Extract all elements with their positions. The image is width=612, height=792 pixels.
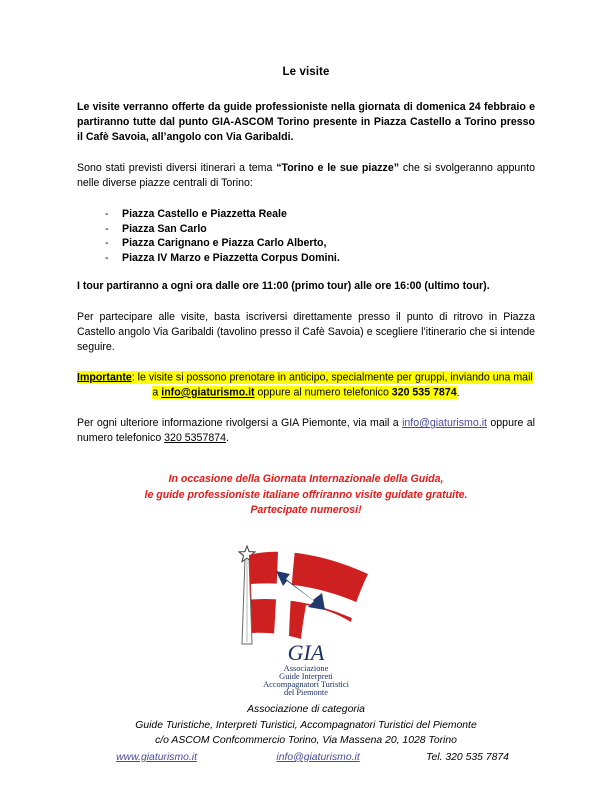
further-info-paragraph (77, 416, 535, 446)
important-line-2-pre: a (152, 386, 162, 399)
logo-subtitle-line-2: Guide Interpreti (279, 672, 333, 682)
logo-subtitle-line-3: Accompagnatori Turistici (263, 680, 349, 690)
list-item (77, 236, 535, 251)
logo-subtitle-line-1: Associazione (283, 664, 329, 674)
flag-icon (249, 550, 368, 639)
document-content (77, 0, 535, 765)
further-info-phone: 320 5357874 (164, 432, 227, 445)
important-phone: 320 535 7874 (391, 386, 457, 399)
logo-acronym: GIA (287, 640, 325, 666)
list-dash: - (105, 251, 109, 264)
footer-email-link[interactable]: info@giaturismo.it (276, 751, 360, 763)
further-info-email-link[interactable]: info@giaturismo.it (402, 417, 488, 430)
important-email[interactable]: info@giaturismo.it (161, 386, 255, 399)
footer-phone-cell (400, 750, 535, 766)
further-info-end: . (226, 432, 229, 445)
logo-subtitle-line-4: del Piemonte (284, 688, 328, 698)
further-info-pre: Per ogni ulteriore informazione rivolgersi a GIA Piemonte, via mail a (77, 417, 403, 430)
list-item (77, 251, 535, 266)
list-item-label: Piazza Carignano e Piazza Carlo Alberto, (122, 237, 327, 250)
list-item-label: Piazza IV Marzo e Piazzetta Corpus Domini. (122, 251, 340, 264)
list-dash: - (105, 208, 109, 221)
important-label: Importante (77, 371, 132, 384)
important-line-2-mid: oppure al numero telefonico (254, 386, 392, 399)
participation-paragraph: Per partecipare alle visite, basta iscriversi direttamente presso il punto di ritrovo in Piazza Castello angolo Via Garibaldi (tavolino presso il Cafè Savoia) e scegliere l’itinerario che si intende seguire. (77, 310, 535, 353)
page-title: Le visite (282, 66, 330, 78)
list-dash: - (105, 237, 109, 250)
footer-phone: Tel. 320 535 7874 (426, 751, 509, 763)
gia-logo (218, 544, 394, 698)
important-line-2-end: . (456, 386, 460, 399)
important-line-1-text: : le visite si possono prenotare in anticipo, specialmente per gruppi, inviando una mail (131, 371, 533, 384)
red-callout-line-1: In occasione della Giornata Internazionale della Guida, (168, 473, 444, 486)
list-item-label: Piazza Castello e Piazzetta Reale (122, 208, 287, 221)
footer (77, 702, 535, 765)
itineraries-theme: “Torino e le sue piazze” (276, 161, 400, 174)
itineraries-intro-pre: Sono stati previsti diversi itinerari a tema (77, 161, 277, 174)
important-notice (77, 370, 535, 401)
red-callout-line-2: le guide professioniste italiane offriranno visite guidate gratuite. (144, 488, 468, 501)
further-info-mid: oppure al numero telefonico (77, 417, 535, 445)
footer-email-cell (236, 750, 400, 766)
footer-line-3: c/o ASCOM Confcommercio Torino, Via Massena 20, 1028 Torino (155, 735, 457, 747)
gia-logo-graphic (218, 544, 394, 698)
red-callout (77, 472, 535, 518)
red-callout-line-3: Partecipate numerosi! (250, 503, 362, 516)
itinerary-list (77, 207, 535, 265)
itineraries-intro (77, 161, 535, 191)
footer-line-1: Associazione di categoria (247, 704, 365, 716)
tour-times-paragraph: I tour partiranno a ogni ora dalle ore 11:00 (primo tour) alle ore 16:00 (ultimo tour). (77, 280, 490, 293)
list-item (77, 207, 535, 222)
important-line-1 (77, 370, 535, 385)
list-item-label: Piazza San Carlo (122, 222, 207, 235)
itineraries-intro-post: che si svolgeranno appunto nelle diverse piazze centrali di Torino: (77, 161, 536, 189)
list-item (77, 222, 535, 237)
footer-website-link[interactable]: www.giaturismo.it (116, 751, 197, 763)
intro-paragraph: Le visite verranno offerte da guide professioniste nella giornata di domenica 24 febbraio e partiranno tutte dal punto GIA-ASCOM Torino presente in Piazza Castello a Torino presso il Cafè Savoia, all’angolo con Via Garibaldi. (77, 101, 535, 144)
footer-line-2: Guide Turistiche, Interpreti Turistici, Accompagnatori Turistici del Piemonte (135, 719, 477, 731)
footer-website-cell (77, 750, 236, 766)
important-line-2 (77, 386, 535, 401)
footer-contact-row (77, 750, 535, 766)
logo-container (77, 544, 535, 698)
list-dash: - (105, 222, 109, 235)
